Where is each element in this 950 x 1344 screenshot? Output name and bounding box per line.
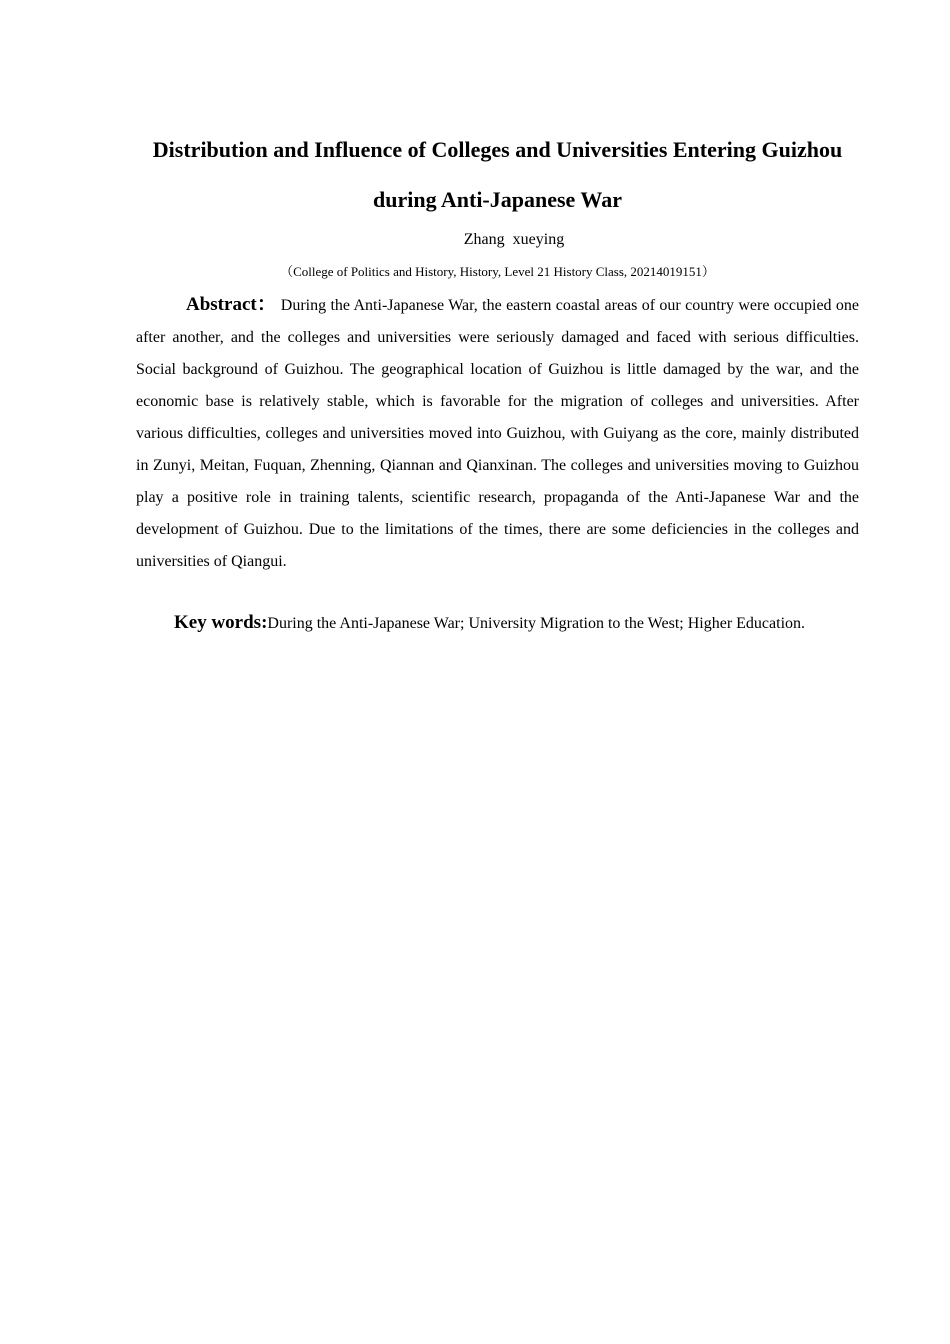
keywords-text: During the Anti-Japanese War; University Migration to the West; Higher Education.: [267, 615, 806, 632]
author-name: Zhang xueying: [463, 231, 565, 248]
abstract-section: [136, 289, 859, 578]
author-affiliation: （College of Politics and History, History, Level 21 History Class, 20214019151）: [280, 264, 715, 279]
abstract-label: Abstract：: [186, 294, 277, 315]
abstract-text: During the Anti-Japanese War, the eastern coastal areas of our country were occupied one after another, and the colleges and universities were seriously damaged and faced with serious difficulties. Social background of Guizhou. The geographical location of Guizhou is little damaged by the war, and the economic base is relatively stable, which is favorable for the migration of colleges and universities. After various difficulties, colleges and universities moved into Guizhou, with Guiyang as the core, mainly distributed in Zunyi, Meitan, Fuquan, Zhenning, Qiannan and Qianxinan. The colleges and universities moving to Guizhou play a positive role in training talents, scientific research, propaganda of the Anti-Japanese War and the development of Guizhou. Due to the limitations of the times, there are some deficiencies in the colleges and universities of Qiangui.: [136, 297, 859, 570]
paper-title-line-2: during Anti-Japanese War: [373, 187, 622, 212]
keywords-label: Key words:: [174, 612, 268, 633]
paper-title-line-1: Distribution and Influence of Colleges and Universities Entering Guizhou: [152, 137, 843, 162]
keywords-section: [136, 607, 859, 640]
